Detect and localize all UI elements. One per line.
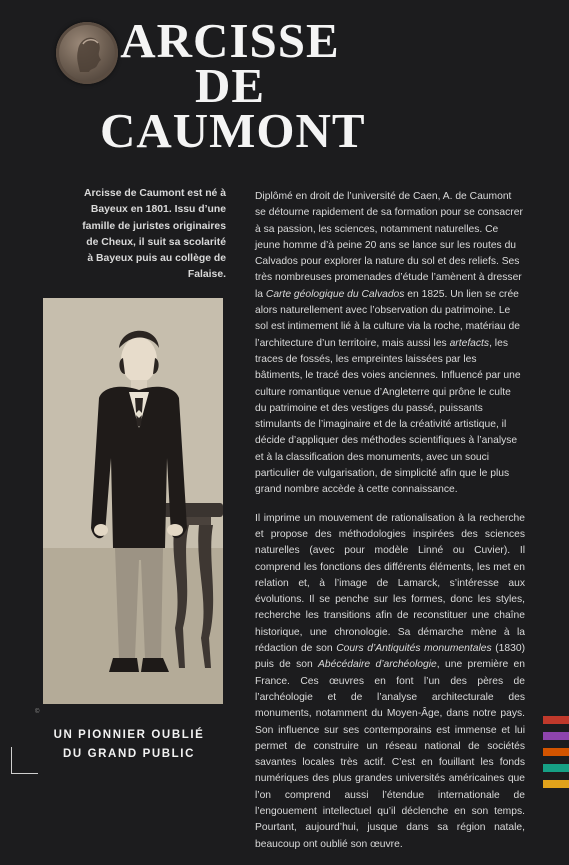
body-paragraph-1-text-c: , les traces de fossés, les empreintes laissées par les bâtiments, le tracé des voies anciennes. Influencé par une culture romantique venue d’Angleterre qui prône le culte du patrimoine et des vestiges du passé, puissants stimulants de l’imaginaire et de la créativité artistique, il décide d’appliquer des méthodes scientifiques à l’analyse et à la classification des monuments, avec un souci particulier de vulgarisation, de simplicité afin que le plus grand nombre accède à cette connaissance. (255, 337, 521, 496)
side-bar (543, 716, 569, 724)
body-paragraph-1-text-a: Diplômé en droit de l’université de Caen, A. de Caumont se détourne rapidement de sa formation pour se consacrer à sa passion, les sciences, notamment naturelles. Ce jeune homme d’à peine 20 ans se lance sur les routes du Calvados pour explorer la nature du sol et des reliefs. Ses très nombreuses promenades d’étude l’amènent à dresser la (255, 191, 523, 300)
page-title (100, 13, 366, 158)
body-paragraph-2-title-b: Abécédaire d’archéologie (318, 659, 437, 671)
color-side-bars (543, 716, 569, 796)
body-paragraph-1-title-a: Carte géologique du Calvados (265, 288, 405, 300)
section-title-line-1: UN PIONNIER OUBLIÉ (53, 729, 205, 741)
body-paragraph-2-title-a: Cours d’Antiquités monumentales (336, 643, 492, 655)
body-paragraph-2-text-b: (1830) puis de son (255, 643, 525, 671)
corner-bracket (11, 747, 38, 774)
section-title (44, 726, 214, 764)
body-paragraph-1-term: artefacts (449, 337, 490, 349)
body-paragraph-1 (255, 189, 525, 499)
side-bar (543, 764, 569, 772)
body-paragraph-2-text-c: , une première en France. Ces œuvres en font l’un des pères de l’archéologie et de l’analyse architecturale des monuments, notamment du Moyen-Âge, dans notre pays. Son influence sur ses contemporains est immense et lui permet de construire un réseau national de sociétés savantes locales très actif. C’est en fouillant les fonds numériques des plus grandes universités américaines que l’on comprend aussi l’étendue internationale de l’engouement intellectuel qu’il déclenche en son temps. Pourtant, aujourd’hui, jusque dans sa région natale, beaucoup ont oublié son œuvre. (255, 659, 525, 850)
body-paragraph-2 (255, 511, 525, 853)
body-paragraph-2-text-a: Il imprime un mouvement de rationalisation à la recherche et propose des méthodologies inspirées des sciences naturelles (avec pour modèle Linné ou Cuvier). Il comprend les fonctions des différents éléments, les met en relation et, à l’image de Lamarck, s’intéresse aux évolutions. Il se penche sur les formes, donc les styles, recherche les transitions afin de reconstituer une chaîne historique, une chronologie. Sa démarche mène à la rédaction de son (255, 512, 525, 655)
photo-credit: © (35, 709, 40, 715)
title-line-3: CAUMONT (100, 103, 366, 158)
body-paragraph-1-text-b: en 1825. Un lien se crée alors naturellement avec l’observation du patrimoine. Le sol est intimement lié à la culture via la roche, matériau de l’architecture d’un territoire, mais aussi les (255, 288, 520, 349)
standing-man-illustration (43, 298, 223, 704)
section-title-line-2: DU GRAND PUBLIC (63, 748, 195, 760)
side-bar (543, 732, 569, 740)
article-body (255, 189, 525, 865)
intro-paragraph: Arcisse de Caumont est né à Bayeux en 1801. Issu d’une famille de juristes originaires de Cheux, il suit sa scolarité à Bayeux puis au collège de Falaise. (82, 188, 226, 281)
title-line-1: ARCISSE (120, 13, 340, 68)
title-line-2: DE (194, 58, 266, 113)
side-bar (543, 748, 569, 756)
portrait-photo (43, 298, 223, 704)
side-bar (543, 780, 569, 788)
